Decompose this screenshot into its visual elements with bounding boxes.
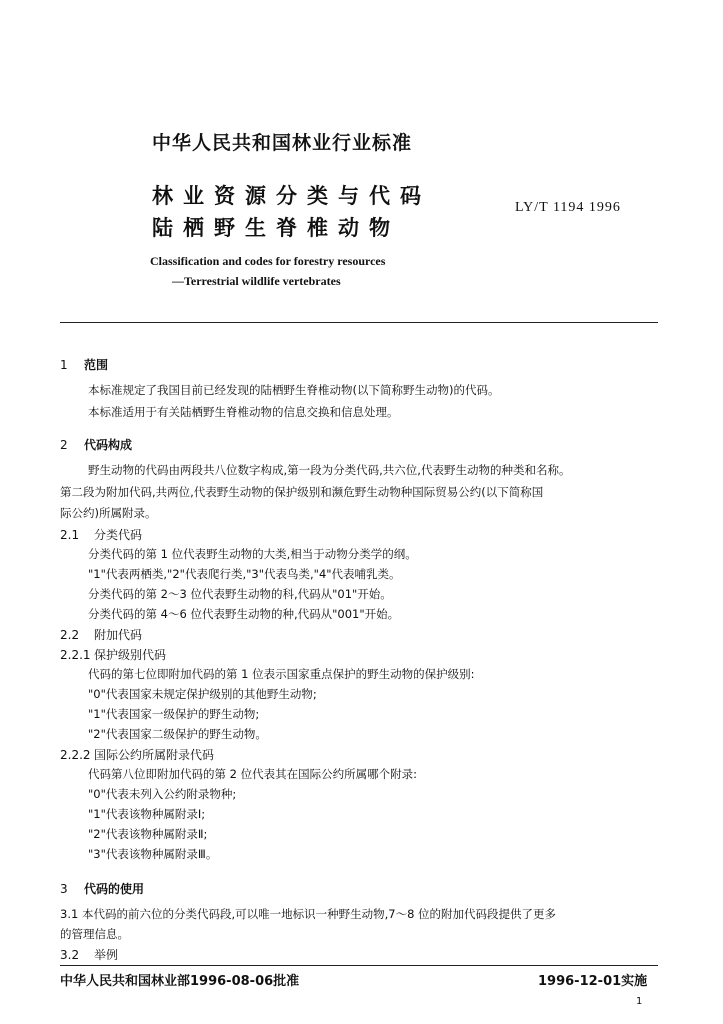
section-number: 2 (60, 438, 68, 452)
page-number: 1 (636, 996, 643, 1007)
list-item: "0"代表未列入公约附录物种; (88, 787, 237, 801)
list-item: "0"代表国家未规定保护级别的其他野生动物; (88, 687, 317, 701)
subsection-2-2-2-heading (60, 746, 214, 763)
section-title: 分类代码 (94, 528, 143, 542)
approval-line: 中华人民共和国林业部1996-08-06批准 (60, 974, 300, 989)
section-title: 保护级别代码 (94, 648, 167, 662)
standard-code: LY/T 1194 1996 (515, 200, 621, 215)
subsection-2-2-heading (60, 626, 142, 643)
subsection-2-2-1-heading (60, 646, 166, 663)
section-title: 范围 (84, 358, 109, 372)
title-line-2: 陆栖野生脊椎动物 (152, 216, 400, 240)
paragraph: 3.1 本代码的前六位的分类代码段,可以唯一地标识一种野生动物,7～8 位的附加代码段提供了更多 (60, 907, 557, 921)
list-item: "2"代表该物种属附录Ⅱ; (88, 827, 208, 841)
subsection-3-2-heading (60, 946, 118, 963)
paragraph: 第二段为附加代码,共两位,代表野生动物的保护级别和濒危野生动物种国际贸易公约(以下简称国 (60, 485, 544, 499)
section-title: 代码构成 (84, 438, 133, 452)
section-title: 代码的使用 (84, 882, 145, 896)
section-title: 举例 (94, 948, 119, 962)
footer-rule (60, 965, 658, 966)
list-item: "3"代表该物种属附录Ⅲ。 (88, 847, 218, 861)
list-item: 分类代码的第 4～6 位代表野生动物的种,代码从"001"开始。 (88, 607, 400, 621)
list-item: 代码第八位即附加代码的第 2 位代表其在国际公约所属哪个附录: (88, 767, 417, 781)
list-item: "1"代表两栖类,"2"代表爬行类,"3"代表鸟类,"4"代表哺乳类。 (88, 567, 401, 581)
section-1-heading (60, 356, 108, 373)
paragraph: 野生动物的代码由两段共八位数字构成,第一段为分类代码,共六位,代表野生动物的种类和名称。 (88, 463, 571, 477)
subsection-2-1-heading (60, 526, 142, 543)
section-number: 2.2.1 (60, 648, 91, 662)
section-number: 3 (60, 882, 68, 896)
section-number: 2.2.2 (60, 748, 91, 762)
list-item: "1"代表国家一级保护的野生动物; (88, 707, 260, 721)
list-item: 分类代码的第 1 位代表野生动物的大类,相当于动物分类学的纲。 (88, 547, 417, 561)
section-2-heading (60, 436, 132, 453)
paragraph: 本标准规定了我国目前已经发现的陆栖野生脊椎动物(以下简称野生动物)的代码。 (88, 383, 500, 397)
section-number: 2.1 (60, 528, 80, 542)
list-item: "2"代表国家二级保护的野生动物。 (88, 727, 267, 741)
paragraph: 的管理信息。 (60, 927, 129, 941)
standard-type: 中华人民共和国林业行业标准 (152, 132, 413, 154)
section-3-heading (60, 880, 144, 897)
list-item: 分类代码的第 2～3 位代表野生动物的科,代码从"01"开始。 (88, 587, 392, 601)
paragraph: 本标准适用于有关陆栖野生脊椎动物的信息交换和信息处理。 (88, 405, 399, 419)
header-rule (60, 322, 658, 323)
section-title: 附加代码 (94, 628, 143, 642)
english-title-line-1: Classification and codes for forestry resources (150, 254, 386, 268)
section-title: 国际公约所属附录代码 (94, 748, 215, 762)
section-number: 2.2 (60, 628, 80, 642)
list-item: 代码的第七位即附加代码的第 1 位表示国家重点保护的野生动物的保护级别: (88, 667, 475, 681)
title-line-1: 林业资源分类与代码 (152, 184, 431, 208)
list-item: "1"代表该物种属附录Ⅰ; (88, 807, 206, 821)
paragraph: 际公约)所属附录。 (60, 506, 157, 520)
implementation-date: 1996-12-01实施 (538, 974, 648, 989)
section-number: 1 (60, 358, 68, 372)
english-title-line-2: —Terrestrial wildlife vertebrates (172, 274, 341, 288)
section-number: 3.2 (60, 948, 80, 962)
